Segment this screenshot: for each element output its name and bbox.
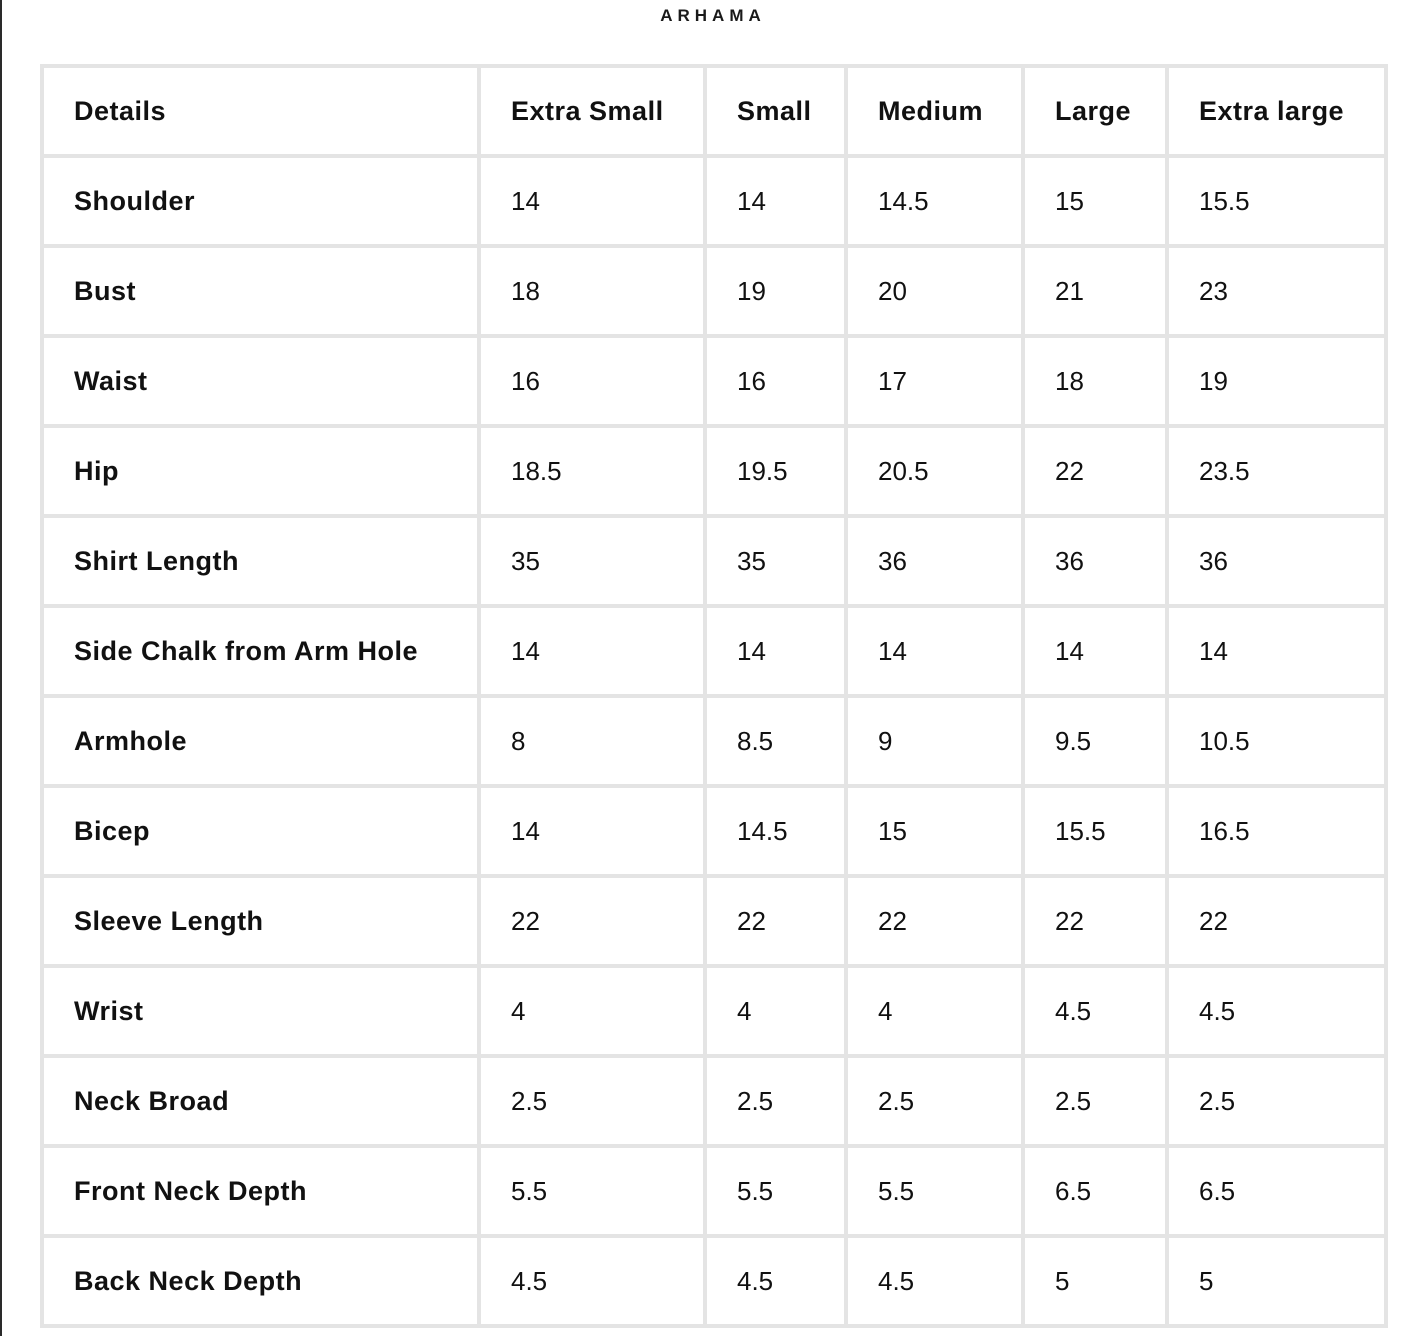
measurement-cell-medium: 4 <box>848 968 1021 1054</box>
table-row <box>44 788 1384 874</box>
measurement-cell-medium: 17 <box>848 338 1021 424</box>
measurement-cell-large: 6.5 <box>1025 1148 1165 1234</box>
row-label: Front Neck Depth <box>44 1148 477 1234</box>
row-label: Shirt Length <box>44 518 477 604</box>
measurement-cell-medium: 14 <box>848 608 1021 694</box>
table-row <box>44 968 1384 1054</box>
measurement-cell-small: 2.5 <box>707 1058 844 1144</box>
measurement-cell-small: 8.5 <box>707 698 844 784</box>
row-label: Bicep <box>44 788 477 874</box>
measurement-cell-extra-large: 36 <box>1169 518 1384 604</box>
measurement-cell-extra-small: 18.5 <box>481 428 703 514</box>
measurement-cell-medium: 36 <box>848 518 1021 604</box>
measurement-cell-medium: 9 <box>848 698 1021 784</box>
table-header-row <box>44 68 1384 154</box>
table-row <box>44 608 1384 694</box>
measurement-cell-extra-small: 14 <box>481 158 703 244</box>
table-row <box>44 338 1384 424</box>
measurement-cell-extra-large: 19 <box>1169 338 1384 424</box>
measurement-cell-small: 14 <box>707 608 844 694</box>
left-edge-divider <box>0 0 2 1336</box>
measurement-cell-large: 9.5 <box>1025 698 1165 784</box>
measurement-cell-medium: 2.5 <box>848 1058 1021 1144</box>
measurement-cell-extra-small: 14 <box>481 788 703 874</box>
measurement-cell-medium: 5.5 <box>848 1148 1021 1234</box>
measurement-cell-medium: 15 <box>848 788 1021 874</box>
row-label: Hip <box>44 428 477 514</box>
measurement-cell-medium: 20 <box>848 248 1021 334</box>
measurement-cell-large: 21 <box>1025 248 1165 334</box>
measurement-cell-extra-small: 8 <box>481 698 703 784</box>
measurement-cell-small: 35 <box>707 518 844 604</box>
measurement-cell-large: 22 <box>1025 428 1165 514</box>
table-row <box>44 158 1384 244</box>
measurement-cell-small: 22 <box>707 878 844 964</box>
measurement-cell-extra-large: 22 <box>1169 878 1384 964</box>
column-header-details: Details <box>44 68 477 154</box>
measurement-cell-small: 19 <box>707 248 844 334</box>
measurement-cell-extra-large: 23 <box>1169 248 1384 334</box>
column-header-large: Large <box>1025 68 1165 154</box>
measurement-cell-extra-small: 2.5 <box>481 1058 703 1144</box>
row-label: Wrist <box>44 968 477 1054</box>
table-body <box>44 158 1384 1324</box>
measurement-cell-extra-small: 22 <box>481 878 703 964</box>
table-row <box>44 1148 1384 1234</box>
measurement-cell-small: 19.5 <box>707 428 844 514</box>
table-row <box>44 698 1384 784</box>
measurement-cell-large: 2.5 <box>1025 1058 1165 1144</box>
column-header-medium: Medium <box>848 68 1021 154</box>
table-row <box>44 1058 1384 1144</box>
row-label: Waist <box>44 338 477 424</box>
table-row <box>44 248 1384 334</box>
measurement-cell-extra-small: 14 <box>481 608 703 694</box>
measurement-cell-extra-small: 4.5 <box>481 1238 703 1324</box>
measurement-cell-small: 4.5 <box>707 1238 844 1324</box>
measurement-cell-large: 18 <box>1025 338 1165 424</box>
column-header-extra-small: Extra Small <box>481 68 703 154</box>
table-row <box>44 1238 1384 1324</box>
measurement-cell-extra-large: 6.5 <box>1169 1148 1384 1234</box>
measurement-cell-small: 14 <box>707 158 844 244</box>
measurement-cell-extra-large: 10.5 <box>1169 698 1384 784</box>
table-row <box>44 428 1384 514</box>
measurement-cell-large: 14 <box>1025 608 1165 694</box>
measurement-cell-medium: 20.5 <box>848 428 1021 514</box>
row-label: Side Chalk from Arm Hole <box>44 608 477 694</box>
measurement-cell-extra-large: 14 <box>1169 608 1384 694</box>
measurement-cell-extra-small: 5.5 <box>481 1148 703 1234</box>
measurement-cell-extra-large: 2.5 <box>1169 1058 1384 1144</box>
row-label: Bust <box>44 248 477 334</box>
measurement-cell-extra-large: 15.5 <box>1169 158 1384 244</box>
row-label: Back Neck Depth <box>44 1238 477 1324</box>
measurement-cell-large: 22 <box>1025 878 1165 964</box>
measurement-cell-extra-large: 4.5 <box>1169 968 1384 1054</box>
table-row <box>44 518 1384 604</box>
size-chart-table <box>40 64 1388 1328</box>
measurement-cell-extra-large: 5 <box>1169 1238 1384 1324</box>
measurement-cell-small: 16 <box>707 338 844 424</box>
table-row <box>44 878 1384 964</box>
measurement-cell-small: 5.5 <box>707 1148 844 1234</box>
measurement-cell-medium: 4.5 <box>848 1238 1021 1324</box>
column-header-extra-large: Extra large <box>1169 68 1384 154</box>
row-label: Shoulder <box>44 158 477 244</box>
measurement-cell-small: 4 <box>707 968 844 1054</box>
row-label: Sleeve Length <box>44 878 477 964</box>
measurement-cell-large: 15.5 <box>1025 788 1165 874</box>
measurement-cell-extra-large: 16.5 <box>1169 788 1384 874</box>
measurement-cell-medium: 14.5 <box>848 158 1021 244</box>
measurement-cell-large: 36 <box>1025 518 1165 604</box>
measurement-cell-large: 5 <box>1025 1238 1165 1324</box>
measurement-cell-extra-small: 16 <box>481 338 703 424</box>
column-header-small: Small <box>707 68 844 154</box>
measurement-cell-medium: 22 <box>848 878 1021 964</box>
measurement-cell-large: 15 <box>1025 158 1165 244</box>
brand-title: ARHAMA <box>660 6 766 25</box>
row-label: Armhole <box>44 698 477 784</box>
measurement-cell-extra-small: 4 <box>481 968 703 1054</box>
measurement-cell-extra-small: 18 <box>481 248 703 334</box>
measurement-cell-extra-small: 35 <box>481 518 703 604</box>
measurement-cell-small: 14.5 <box>707 788 844 874</box>
measurement-cell-extra-large: 23.5 <box>1169 428 1384 514</box>
row-label: Neck Broad <box>44 1058 477 1144</box>
measurement-cell-large: 4.5 <box>1025 968 1165 1054</box>
